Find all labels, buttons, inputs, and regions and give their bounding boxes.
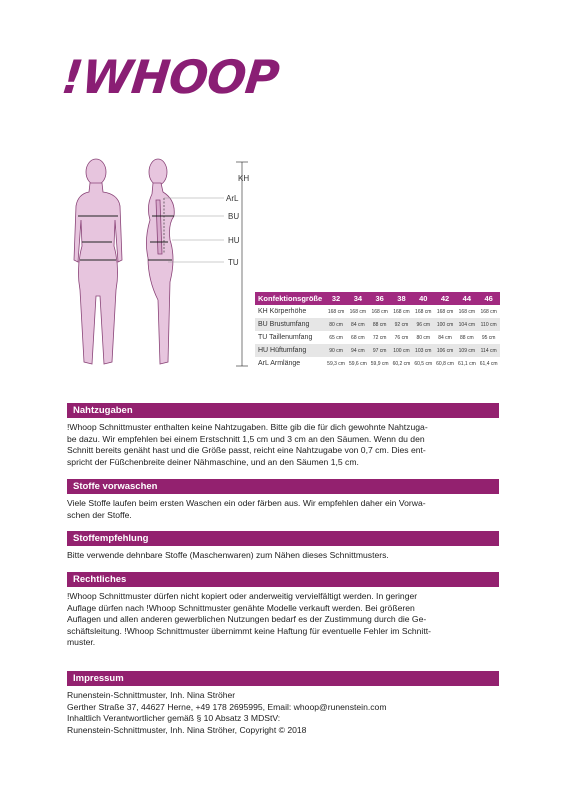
cell: 100 cm <box>391 344 413 357</box>
cell: 168 cm <box>371 308 388 315</box>
side-body-silhouette <box>146 159 174 364</box>
section-stoffempfehlung <box>67 531 499 562</box>
row-label: TU Taillenumfang <box>258 334 313 341</box>
cell: 59,6 cm <box>348 360 367 367</box>
cell: 168 cm <box>415 308 432 315</box>
header-cell: 46 <box>478 292 500 305</box>
row-label: BU Brustumfang <box>255 318 325 331</box>
header-cell: 44 <box>456 292 478 305</box>
section-text: !Whoop Schnittmuster dürfen nicht kopiert oder anderweitig vervielfältigt werden. In geringer Auflage dürfen nach !Whoop Schnittmuster genähte Modelle verkauft werden. Bei größeren Auflagen und allen anderen gewerblichen Nutzungen bedarf es der Zustimmung durch die Ge- schäftsleitung. !Whoop Schnittmuster übernimmt keine Haftung für eventuelle Fehler im Schnitt- muster. <box>67 591 431 648</box>
cell: 110 cm <box>478 318 500 331</box>
body-measurement-figure <box>60 150 260 378</box>
cell: 68 cm <box>351 334 365 341</box>
cell: 84 cm <box>438 334 452 341</box>
cell: 60,8 cm <box>436 360 454 367</box>
section-text: !Whoop Schnittmuster enthalten keine Nahtzugaben. Bitte gib die für dich gewohnte Nahtzuga- be dazu. Wir empfehlen bei einem Erstschnitt 1,5 cm und 3 cm an den Säumen. Wenn du den Schnitt bereits genäht hast und die Größe passt, reicht eine Nahtzugabe von 0,7 cm. Dies ent- spricht der Füßchenbreite deiner Nähmaschine, und an den Säumen 1,5 cm. <box>67 422 428 467</box>
cell: 109 cm <box>456 344 478 357</box>
header-cell: 38 <box>391 292 413 305</box>
table-row <box>255 305 500 318</box>
cell: 168 cm <box>480 308 497 315</box>
cell: 61,1 cm <box>457 360 476 367</box>
cell: 96 cm <box>412 318 434 331</box>
header-cell: 40 <box>412 292 434 305</box>
section-text: Bitte verwende dehnbare Stoffe (Maschenwaren) zum Nähen dieses Schnittmusters. <box>67 550 389 560</box>
cell: 80 cm <box>325 318 347 331</box>
section-heading: Impressum <box>67 671 499 686</box>
cell: 97 cm <box>369 344 391 357</box>
cell: 84 cm <box>347 318 369 331</box>
header-cell: 42 <box>434 292 456 305</box>
section-stoffe-vorwaschen <box>67 479 499 521</box>
table-row <box>255 357 500 370</box>
cell: 114 cm <box>478 344 500 357</box>
label-tu: TU <box>228 258 239 267</box>
size-table-header <box>255 292 500 305</box>
table-row <box>255 344 500 357</box>
cell: 168 cm <box>436 308 454 315</box>
whoop-logo: !WHOOP <box>59 50 281 104</box>
label-kh: KH <box>238 174 250 183</box>
header-cell: 34 <box>347 292 369 305</box>
cell: 94 cm <box>347 344 369 357</box>
cell: 103 cm <box>412 344 434 357</box>
cell: 59,9 cm <box>370 360 389 367</box>
cell: 59,3 cm <box>327 360 345 367</box>
row-label: KH Körperhöhe <box>258 308 307 315</box>
row-label: HU Hüftumfang <box>255 344 325 357</box>
label-bu: BU <box>228 212 240 221</box>
row-label: ArL Armlänge <box>258 360 301 367</box>
label-arl: ArL <box>226 194 239 203</box>
header-cell: 36 <box>369 292 391 305</box>
cell: 95 cm <box>481 334 496 341</box>
section-heading: Stoffe vorwaschen <box>67 479 499 494</box>
cell: 168 cm <box>458 308 476 315</box>
cell: 61,4 cm <box>479 360 498 367</box>
cell: 80 cm <box>416 334 431 341</box>
size-table <box>255 292 500 370</box>
cell: 100 cm <box>434 318 456 331</box>
cell: 90 cm <box>325 344 347 357</box>
label-hu: HU <box>228 236 240 245</box>
header-cell: Konfektionsgröße <box>255 292 325 305</box>
section-nahtzugaben <box>67 403 499 468</box>
section-rechtliches <box>67 572 499 649</box>
front-body-silhouette <box>74 159 122 364</box>
section-heading: Rechtliches <box>67 572 499 587</box>
cell: 106 cm <box>434 344 456 357</box>
cell: 104 cm <box>456 318 478 331</box>
section-text: Runenstein-Schnittmuster, Inh. Nina Ströher Gerther Straße 37, 44627 Herne, +49 178 2695995, Email: whoop@runenstein.com Inhaltlich Verantwortlicher gemäß § 10 Absatz 3 MDStV: Runenstein-Schnittmuster, Inh. Nina Ströher, Copyright © 2018 <box>67 690 387 735</box>
cell: 60,5 cm <box>414 360 433 367</box>
section-text: Viele Stoffe laufen beim ersten Waschen ein oder färben aus. Wir empfehlen daher ein Vorwa- schen der Stoffe. <box>67 498 426 520</box>
cell: 65 cm <box>329 334 343 341</box>
table-row <box>255 318 500 331</box>
cell: 88 cm <box>460 334 474 341</box>
cell: 168 cm <box>349 308 367 315</box>
cell: 76 cm <box>394 334 409 341</box>
section-heading: Stoffempfehlung <box>67 531 499 546</box>
table-row <box>255 331 500 344</box>
cell: 168 cm <box>327 308 345 315</box>
section-heading: Nahtzugaben <box>67 403 499 418</box>
cell: 88 cm <box>369 318 391 331</box>
header-cell: 32 <box>325 292 347 305</box>
cell: 72 cm <box>372 334 387 341</box>
body-silhouettes-illustration <box>60 150 260 378</box>
cell: 60,2 cm <box>392 360 411 367</box>
section-impressum <box>67 671 499 736</box>
cell: 168 cm <box>393 308 410 315</box>
cell: 92 cm <box>391 318 413 331</box>
